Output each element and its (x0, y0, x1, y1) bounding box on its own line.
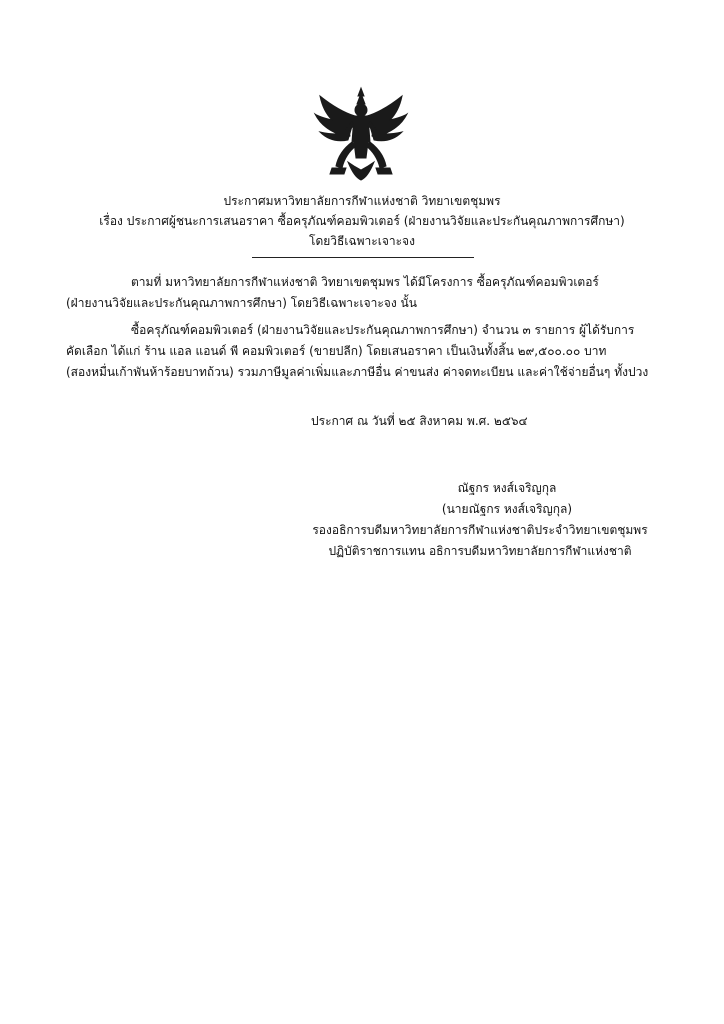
signatory-position-line-1: รองอธิการบดีมหาวิทยาลัยการกีฬาแห่งชาติประจำวิทยาเขตชุมพร (312, 523, 648, 537)
announcement-subject: เรื่อง ประกาศผู้ชนะการเสนอราคา ซื้อครุภัณฑ์คอมพิวเตอร์ (ฝ่ายงานวิจัยและประกันคุณภาพการศึกษา) (99, 214, 625, 228)
header-divider (252, 257, 474, 258)
garuda-emblem-icon (312, 86, 410, 182)
paragraph-2-line-2: คัดเลือก ได้แก่ ร้าน แอล แอนด์ พี คอมพิวเตอร์ (ขายปลีก) โดยเสนอราคา เป็นเงินทั้งสิ้น ๒๙,๕๐๐.๐๐ บาท (66, 344, 607, 358)
paragraph-2-line-3: (สองหมื่นเก้าพันห้าร้อยบาทถ้วน) รวมภาษีมูลค่าเพิ่มและภาษีอื่น ค่าขนส่ง ค่าจดทะเบียน และค่าใช้จ่ายอื่นๆ ทั้งปวง (66, 365, 649, 379)
paragraph-1-line-2: (ฝ่ายงานวิจัยและประกันคุณภาพการศึกษา) โดยวิธีเฉพาะเจาะจง นั้น (66, 296, 417, 310)
procurement-method: โดยวิธีเฉพาะเจาะจง (309, 234, 415, 248)
paragraph-1-line-1: ตามที่ มหาวิทยาลัยการกีฬาแห่งชาติ วิทยาเขตชุมพร ได้มีโครงการ ซื้อครุภัณฑ์คอมพิวเตอร์ (131, 275, 599, 289)
paragraph-2-line-1: ซื้อครุภัณฑ์คอมพิวเตอร์ (ฝ่ายงานวิจัยและประกันคุณภาพการศึกษา) จำนวน ๓ รายการ ผู้ได้รับการ (131, 323, 635, 337)
signatory-position-line-2: ปฏิบัติราชการแทน อธิการบดีมหาวิทยาลัยการกีฬาแห่งชาติ (328, 544, 632, 558)
signatory-full-name: (นายณัฐกร หงส์เจริญกุล) (441, 502, 573, 516)
signature-name: ณัฐกร หงส์เจริญกุล (457, 481, 557, 495)
announcement-date: ประกาศ ณ วันที่ ๒๕ สิงหาคม พ.ศ. ๒๕๖๔ (311, 414, 528, 428)
announcement-title: ประกาศมหาวิทยาลัยการกีฬาแห่งชาติ วิทยาเขตชุมพร (223, 194, 501, 208)
